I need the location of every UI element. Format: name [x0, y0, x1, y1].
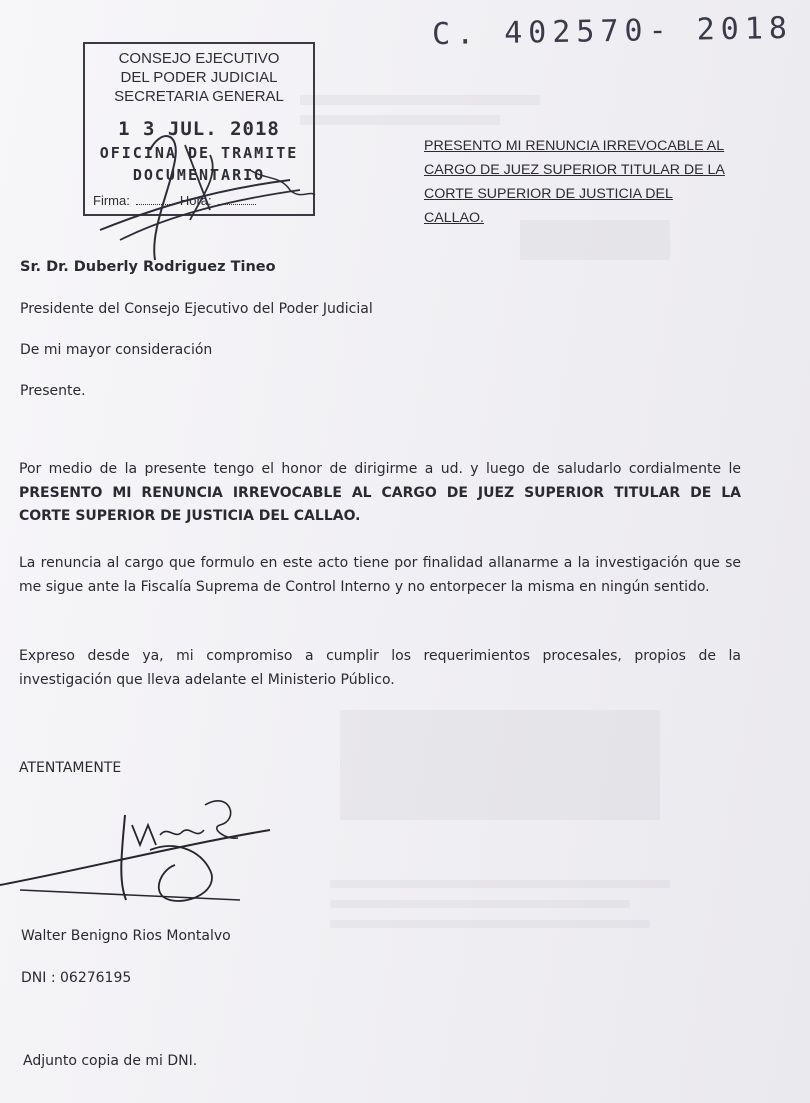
body-paragraph-1 [19, 458, 741, 529]
bleed-through-mark [330, 920, 650, 928]
bleed-through-mark [300, 115, 500, 125]
handwritten-signature [0, 790, 300, 910]
stamp-line-2: DEL PODER JUDICIAL [120, 69, 278, 86]
stamp-office-1: OFICINA DE TRAMITE [99, 144, 299, 162]
stamp-date: 1 3 JUL. 2018 [118, 118, 280, 140]
stamp-firma-label: Firma: [93, 193, 130, 208]
bleed-through-mark [340, 710, 660, 820]
stamp-line-1: CONSEJO EJECUTIVO [118, 50, 280, 67]
greeting: De mi mayor consideración [20, 342, 213, 358]
letter-subject: PRESENTO MI RENUNCIA IRREVOCABLE AL CARGO DE JUEZ SUPERIOR TITULAR DE LA CORTE SUPERIOR DE JUSTICIA DEL CALLAO. [424, 138, 725, 226]
closing: ATENTAMENTE [19, 760, 122, 776]
signer-name: Walter Benigno Rios Montalvo [21, 928, 231, 944]
presente-line: Presente. [20, 383, 86, 399]
body-paragraph-1-bold: PRESENTO MI RENUNCIA IRREVOCABLE AL CARGO DE JUEZ SUPERIOR TITULAR DE LA CORTE SUPERIOR DE JUSTICIA DEL CALLAO. [19, 484, 741, 524]
signer-dni: DNI : 06276195 [21, 970, 132, 986]
bleed-through-mark [330, 880, 670, 888]
bleed-through-mark [300, 95, 540, 105]
stamp-line-3: SECRETARIA GENERAL [114, 88, 284, 105]
stamp-office-2: DOCUMENTARIO [132, 166, 266, 184]
addressee-position: Presidente del Consejo Ejecutivo del Poder Judicial [20, 301, 373, 317]
body-paragraph-1-intro: Por medio de la presente tengo el honor de dirigirme a ud. y luego de saludarlo cordialmente le [19, 461, 741, 477]
addressee-name: Sr. Dr. Duberly Rodriguez Tineo [20, 259, 276, 275]
bleed-through-mark [330, 900, 630, 908]
stamp-hora-label: Hora: [179, 193, 212, 208]
body-paragraph-2: La renuncia al cargo que formulo en este acto tiene por finalidad allanarme a la investigación que se me sigue ante la Fiscalía Suprema de Control Interno y no entorpecer la misma en ningún sentido. [19, 555, 741, 595]
body-paragraph-3: Expreso desde ya, mi compromiso a cumplir los requerimientos procesales, propios de la investigación que lleva adelante el Ministerio Público. [19, 648, 741, 688]
stamp-signature-scribble [90, 120, 330, 270]
case-number-handwritten: C. 402570- 2018 [431, 10, 794, 53]
attachment-note: Adjunto copia de mi DNI. [23, 1053, 198, 1069]
